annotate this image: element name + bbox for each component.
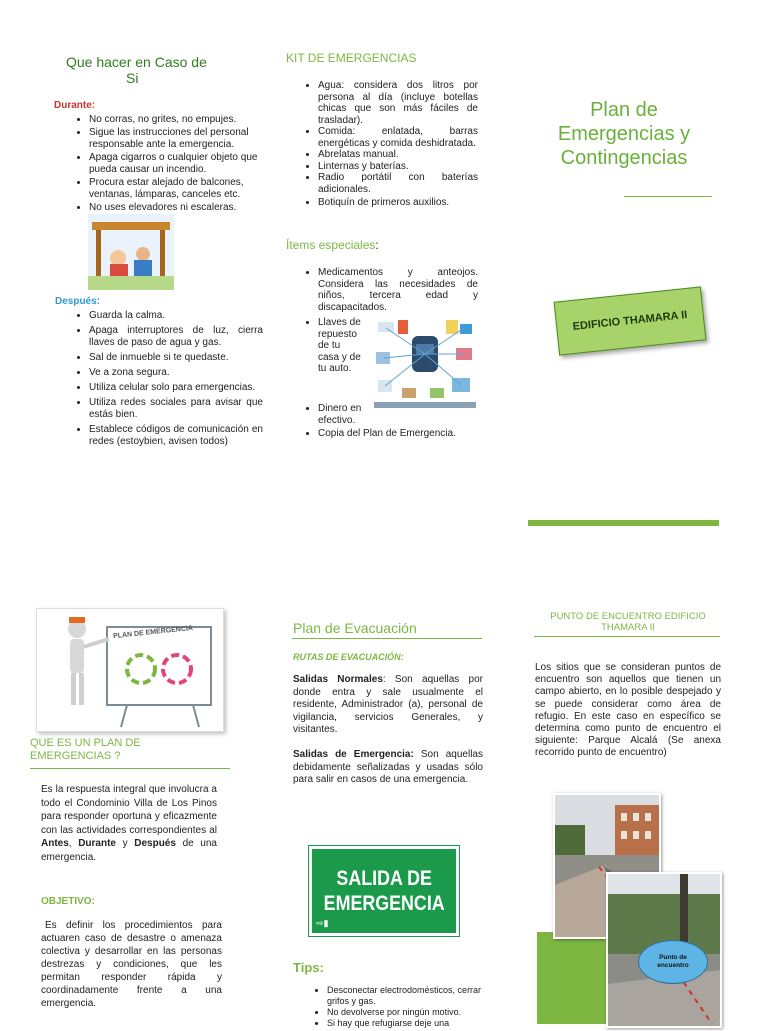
list-item: • Medicamentos y anteojos. Considera las necesidades de niños, tercera edad y discapacitados. [318, 267, 478, 313]
plan-title-line: Emergencias y [557, 123, 691, 145]
list-item: • Establece códigos de comunicación en redes (estoybien, avisen todos) [89, 424, 263, 448]
especiales-item-4 [284, 428, 484, 440]
list-item: • No devolverse por ningún motivo. [327, 1007, 483, 1018]
especiales-item-1 [284, 267, 478, 313]
plan-title [536, 98, 712, 170]
exit-sign-line: SALIDA DE [336, 867, 432, 890]
list-item: • Linternas y baterías. [318, 161, 478, 173]
table-illustration [88, 214, 174, 290]
bubble-text: Punto de encuentro [657, 954, 689, 969]
rutas-label: RUTAS DE EVACUACIÓN: [293, 652, 404, 662]
evac-divider [292, 638, 482, 639]
green-block [537, 932, 607, 1024]
objetivo-label: OBJETIVO: [41, 896, 95, 907]
list-item: • Agua: considera dos litros por persona al día (incluye botellas chicas que son más fáciles de trasladar). [318, 80, 478, 126]
especiales-heading: Ítems especiales: [286, 238, 379, 252]
list-item: • Botiquín de primeros auxilios. [318, 197, 478, 209]
list-item: • No corras, no grites, no empujes. [89, 114, 263, 127]
durante-list [55, 114, 263, 214]
evacuation-heading: Plan de Evacuación [293, 620, 417, 636]
list-item: • Procura estar alejado de balcones, ventanas, lámparas, canceles etc. [89, 177, 263, 202]
tips-list [293, 985, 483, 1028]
emergency-heading: Que hacer en Caso de [66, 54, 207, 70]
list-item: • Sal de inmueble si te quedaste. [89, 352, 263, 364]
list-item: • Dinero en efectivo. [318, 403, 374, 426]
list-item: • Utiliza celular solo para emergencias. [89, 382, 263, 394]
list-item: • Comida: enlatada, barras energéticas y comida deshidratada. [318, 126, 478, 149]
list-item: • Copia del Plan de Emergencia. [318, 428, 484, 440]
salidas-normales-text: Salidas Normales: Son aquellas por donde entra y sale usualmente el residente, Administrador (a), personal de vigilancia, servicios Generales, y visitantes. [293, 674, 483, 735]
list-item: • Apaga cigarros o cualquier objeto que pueda causar un incendio. [89, 152, 263, 177]
plan-board-image [36, 608, 224, 732]
tips-heading: Tips: [293, 960, 324, 975]
salidas-emergencia-text: Salidas de Emergencia: Son aquellas debidamente señalizadas y usadas sólo para salir en casos de una emergencia. [293, 749, 483, 785]
kit-list [284, 80, 478, 209]
kit-heading: KIT DE EMERGENCIAS [286, 51, 417, 65]
list-item: • Guarda la calma. [89, 310, 263, 322]
objetivo-text: Es definir los procedimientos para actuaren caso de desastre o amenaza colectiva y desarrollar en las personas destrezas y condiciones, que les permitan responder rápida y coordinadamente frente a una emergencia. [41, 920, 222, 1009]
emergency-heading-cut: Si [126, 70, 139, 86]
que-es-text: Es la respuesta integral que involucra a todo el Condominio Villa de Los Pinos para responder oportuna y eficazmente con las actividades correspondientes al Antes, Durante y Después de una emergencia. [41, 784, 217, 863]
plan-title-line: Contingencias [560, 147, 688, 169]
kit-infographic [372, 316, 478, 412]
list-item: • Desconectar electrodomésticos, cerrar grifos y gas. [327, 985, 483, 1007]
meeting-point-bubble [638, 940, 708, 984]
despues-label: Después: [55, 296, 101, 307]
durante-label: Durante: [54, 100, 96, 111]
park-photo [606, 872, 722, 1028]
punto-divider [534, 636, 720, 637]
exit-arrow-icon: ⇨▮ [316, 918, 329, 928]
list-item: • No uses elevadores ni escaleras. [89, 202, 263, 215]
list-item: • Apaga interruptores de luz, cierra llaves de paso de agua y gas. [89, 325, 263, 349]
que-es-divider [30, 768, 230, 769]
exit-sign-line: EMERGENCIA [323, 892, 445, 915]
que-es-heading: QUE ES UN PLAN DE EMERGENCIAS ? [30, 737, 141, 762]
list-item: • Utiliza redes sociales para avisar que estás bien. [89, 397, 263, 421]
green-bar [528, 520, 719, 526]
building-badge [554, 286, 707, 355]
list-item: • Abrelatas manual. [318, 149, 478, 161]
list-item: • Ve a zona segura. [89, 367, 263, 379]
list-item: • Sigue las instrucciones del personal responsable ante la emergencia. [89, 127, 263, 152]
punto-text: Los sitios que se consideran puntos de encuentro son aquellos que tienen un campo abierto, en lo posible despejado y se puede considerar como área de refugio. En este caso en específico se determina como punto de encuentro el siguiente: Parque Alcalá (Se anexa recorrido punto de encuentro) [535, 662, 721, 759]
plan-title-line: Plan de [590, 99, 658, 121]
title-divider [624, 196, 712, 197]
especiales-item-2 [284, 317, 370, 375]
list-item: • Si hay que refugiarse deje una [327, 1018, 483, 1029]
board-text: PLAN DE EMERGENCIA [112, 624, 194, 641]
despues-list [55, 310, 263, 448]
list-item: • Llaves de repuesto de tu casa y de tu auto. [318, 317, 362, 375]
exit-sign [309, 846, 459, 936]
building-label: EDIFICIO THAMARA II [572, 309, 688, 333]
list-item: • Radio portátil con baterías adicionales. [318, 172, 478, 195]
punto-heading: PUNTO DE ENCUENTRO EDIFICIO THAMARA II [550, 611, 706, 633]
